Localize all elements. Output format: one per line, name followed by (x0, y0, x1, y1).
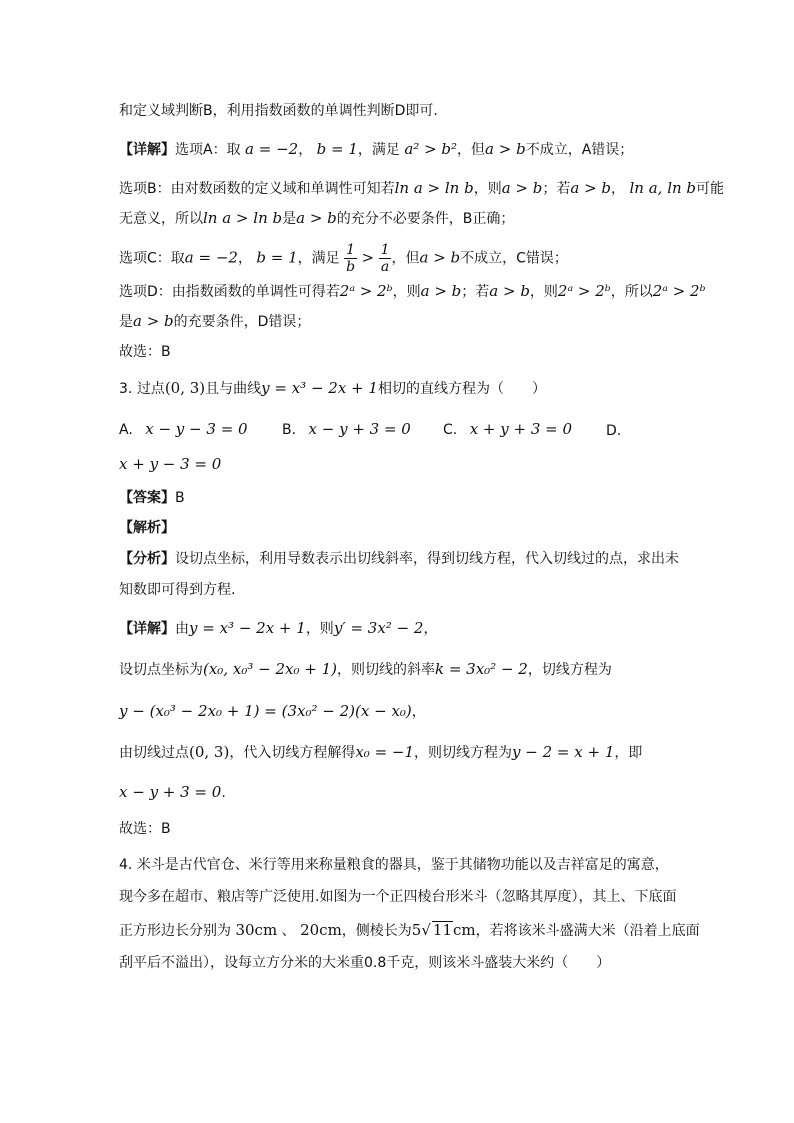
text-span: ，所以 (610, 284, 653, 300)
paragraph-text: 和定义域判断B，利用指数函数的单调性判断D即可. (119, 103, 438, 119)
text-span: 是 (282, 211, 297, 227)
math-expr: 2ᵃ > 2ᵇ (652, 282, 706, 300)
math-expr: a > b (489, 282, 530, 300)
fraction-denominator: b (346, 259, 356, 275)
text-line (119, 782, 226, 803)
text-line (119, 208, 514, 229)
math-expr: k = 3x₀² − 2 (434, 660, 528, 678)
option-a (119, 419, 248, 440)
text-line (119, 342, 171, 362)
math-expr: 2ᵃ > 2ᵇ (557, 282, 611, 300)
answer-choice-text: 故选：B (119, 821, 171, 837)
text-span: 选项A：取 (175, 142, 241, 158)
fraction-denominator: a (380, 259, 390, 275)
text-span: 不成立，C错误； (460, 250, 568, 267)
text-line (119, 618, 437, 639)
text-span: ，则 (529, 284, 558, 300)
text-span: 、 (281, 923, 296, 939)
question-number: 3. (119, 381, 133, 397)
text-span: 正方形边长分别为 (119, 923, 231, 939)
math-expr: x₀ = −1 (355, 743, 415, 761)
text-span: 的充要条件，D错误； (173, 314, 311, 330)
math-operator: > (361, 248, 375, 267)
math-expr: y = x³ − 2x + 1 (189, 619, 306, 637)
option-label: A. (119, 422, 133, 438)
fraction-1-over-b (344, 242, 357, 275)
analysis-label: 【解析】 (119, 520, 175, 536)
text-span: 知数即可得到方程. (119, 582, 236, 598)
text-line (119, 580, 235, 600)
question-4-line-1 (119, 855, 669, 875)
math-expr: 30cm (235, 921, 278, 939)
option-d-label (606, 421, 621, 441)
text-line (119, 819, 171, 839)
question-number: 4. (119, 857, 133, 873)
option-label: C. (443, 422, 458, 438)
text-span: 设切点坐标，利用导数表示出切线斜率，得到切线方程，代入切线过的点，求出未 (175, 551, 679, 567)
unit-text: cm (453, 921, 476, 939)
math-expr: 5 (411, 921, 422, 939)
math-expr: b = 1 (316, 140, 358, 158)
text-line (119, 242, 568, 275)
math-expr: b = 1 (256, 248, 298, 267)
text-span: ，满足 (357, 142, 400, 158)
math-expr: (x₀, x₀³ − 2x₀ + 1) (203, 660, 337, 678)
math-expr: a > b (420, 282, 462, 300)
math-expr: ln a, ln b (629, 179, 697, 197)
text-span: 设切点坐标为 (119, 662, 203, 678)
text-span: 无意义，所以 (119, 211, 203, 227)
math-expr: ln a > ln b (203, 209, 283, 227)
text-span: ， (298, 142, 313, 158)
text-line (119, 701, 426, 722)
math-expr: a² > b² (404, 140, 458, 158)
math-expr: a > b (133, 312, 174, 330)
text-line (119, 659, 612, 680)
text-span: ，则 (392, 284, 421, 300)
option-expr: x − y + 3 = 0 (308, 420, 411, 438)
math-expr: y − (x₀³ − 2x₀ + 1) = (3x₀² − 2)(x − x₀) (119, 702, 412, 720)
question-3-stem (119, 378, 546, 399)
text-span: 刮平后不溢出），设每立方分米的大米重0.8千克，则该米斗盛装大米约（ ） (119, 955, 611, 971)
option-expr: x + y + 3 = 0 (469, 420, 573, 438)
text-span: . (221, 785, 226, 801)
answer-value: B (175, 490, 185, 506)
text-line (119, 311, 310, 332)
text-span: ，则切线的斜率 (336, 662, 435, 678)
text-span: 可能 (696, 181, 725, 197)
text-span: ，则切线方程为 (414, 745, 513, 761)
text-span: 不成立，A错误； (525, 142, 634, 158)
option-expr: x − y − 3 = 0 (145, 420, 248, 438)
math-expr: a > b (419, 248, 461, 267)
text-span: ，则 (305, 621, 334, 637)
text-span: ；若 (542, 181, 571, 197)
text-span: ，代入切线方程解得 (229, 745, 356, 761)
math-expr: a > b (570, 179, 612, 197)
text-span: ， (237, 250, 252, 267)
question-4-line-4 (119, 953, 610, 973)
fraction-numerator: 1 (380, 242, 390, 258)
option-c (443, 419, 572, 440)
text-span: 过点 (136, 381, 165, 397)
text-span: ，则 (473, 181, 502, 197)
text-span: 选项D：由指数函数的单调性可得若 (119, 284, 340, 300)
text-line (119, 101, 438, 121)
option-label: D. (606, 423, 622, 439)
text-span: ，即 (614, 745, 643, 761)
text-span: ， (423, 621, 438, 637)
detail-label: 【详解】 (119, 621, 175, 637)
question-4-line-2 (119, 887, 676, 907)
math-expr: y′ = 3x² − 2 (333, 619, 424, 637)
text-span: ， (411, 704, 426, 720)
math-expr: a > b (485, 140, 526, 158)
text-span: ，但 (391, 250, 420, 267)
text-line (119, 549, 679, 569)
radicand: 11 (432, 921, 452, 939)
math-expr: (0, 3) (189, 743, 230, 761)
math-expr: ln a > ln b (394, 179, 474, 197)
math-expr: y = x³ − 2x + 1 (261, 379, 378, 397)
text-span: 相切的直线方程为（ ） (377, 381, 546, 397)
text-span: 由 (175, 621, 189, 637)
math-expr: (0, 3) (164, 379, 206, 397)
math-expr: 20cm (300, 921, 342, 939)
math-expr: x − y + 3 = 0 (119, 783, 222, 801)
text-span: 的充分不必要条件，B正确； (336, 211, 515, 227)
answer-label: 【答案】 (119, 490, 175, 506)
option-b (282, 419, 411, 440)
text-line (119, 281, 706, 302)
section-label: 【详解】 (119, 142, 175, 158)
math-expr: 2ᵃ > 2ᵇ (339, 282, 393, 300)
text-span: 且与曲线 (205, 381, 262, 397)
text-span: ，满足 (297, 250, 340, 267)
option-d-expr-line (119, 454, 221, 475)
text-span: 是 (119, 314, 133, 330)
math-expr: a > b (501, 179, 543, 197)
text-line (119, 742, 642, 763)
text-span: ，但 (457, 142, 486, 158)
text-line (119, 139, 633, 160)
text-span: 现今多在超市、粮店等广泛使用.如图为一个正四棱台形米斗（忽略其厚度），其上、下底面 (119, 889, 677, 905)
text-span: ，若将该米斗盛满大米（沿着上底面 (475, 923, 700, 939)
math-expr: a = −2 (184, 248, 238, 267)
fenxi-label: 【分析】 (119, 551, 175, 567)
text-span: ；若 (461, 284, 490, 300)
option-expr: x + y − 3 = 0 (119, 455, 222, 473)
text-line (119, 178, 724, 199)
math-expr: a = −2 (245, 140, 299, 158)
answer-choice-text: 故选：B (119, 344, 171, 360)
fraction-numerator: 1 (344, 242, 357, 259)
text-span: 选项B：由对数函数的定义域和单调性可知若 (119, 181, 395, 197)
answer-line (119, 488, 185, 508)
text-span: 由切线过点 (119, 745, 189, 761)
question-4-line-3 (119, 920, 700, 941)
sqrt-expr: 5√ 11cm (411, 921, 476, 939)
text-span: 选项C：取 (119, 250, 185, 267)
analysis-line (119, 518, 175, 538)
text-span: ，侧棱长为 (341, 923, 412, 939)
text-span: ，切线方程为 (527, 662, 612, 678)
text-span: 米斗是古代官仓、米行等用来称量粮食的器具，鉴于其储物功能以及吉祥富足的寓意， (136, 857, 669, 873)
option-label: B. (282, 422, 297, 438)
fraction-1-over-a (379, 242, 392, 275)
math-expr: a > b (296, 209, 337, 227)
text-span: ， (611, 181, 626, 197)
math-expr: y − 2 = x + 1 (512, 743, 615, 761)
